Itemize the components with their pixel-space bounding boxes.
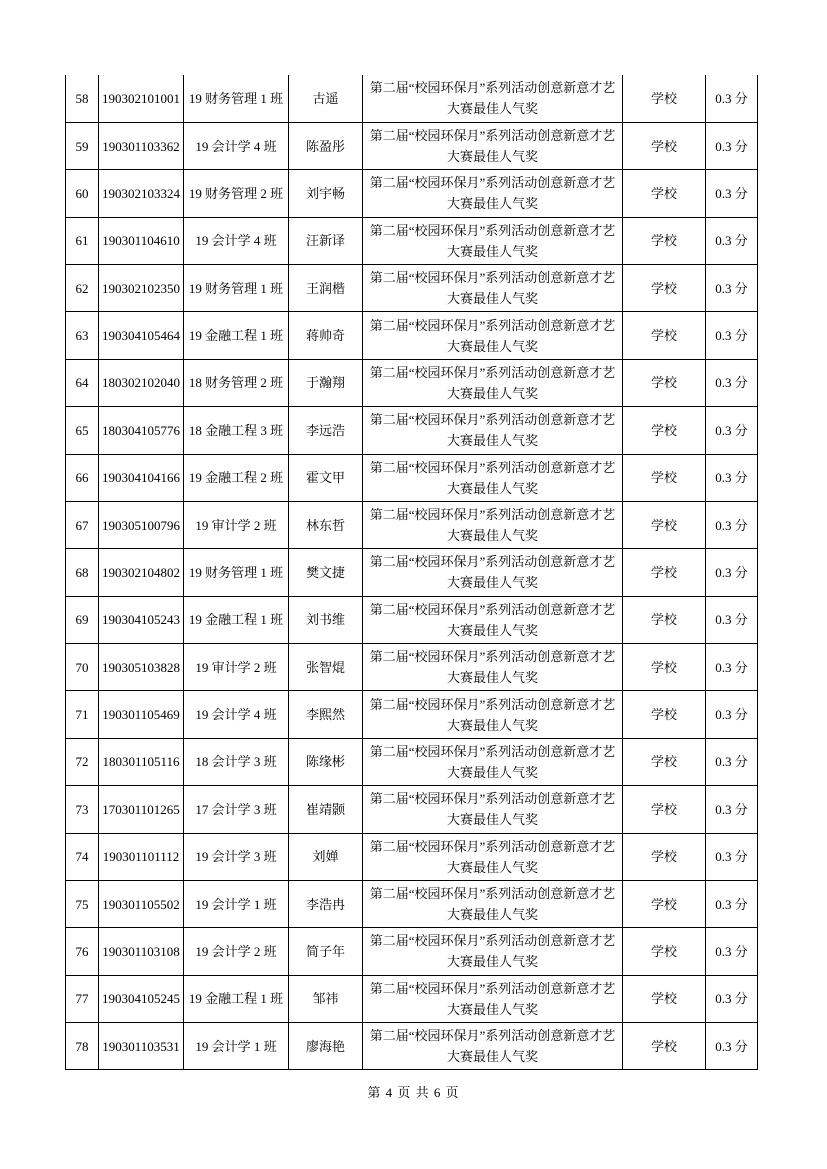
cell-award: 第二届“校园环保月”系列活动创意新意才艺大赛最佳人气奖 — [363, 122, 623, 169]
cell-class: 18 会计学 3 班 — [184, 738, 289, 785]
cell-level: 学校 — [623, 217, 706, 264]
cell-name: 李远浩 — [289, 407, 363, 454]
cell-award: 第二届“校园环保月”系列活动创意新意才艺大赛最佳人气奖 — [363, 312, 623, 359]
cell-student-id: 190302103324 — [99, 170, 184, 217]
cell-index: 65 — [66, 407, 99, 454]
cell-class: 19 财务管理 1 班 — [184, 549, 289, 596]
cell-index: 59 — [66, 122, 99, 169]
cell-name: 崔靖颢 — [289, 786, 363, 833]
cell-level: 学校 — [623, 691, 706, 738]
cell-award: 第二届“校园环保月”系列活动创意新意才艺大赛最佳人气奖 — [363, 454, 623, 501]
cell-name: 刘宇畅 — [289, 170, 363, 217]
cell-name: 于瀚翔 — [289, 359, 363, 406]
cell-class: 19 审计学 2 班 — [184, 644, 289, 691]
cell-award: 第二届“校园环保月”系列活动创意新意才艺大赛最佳人气奖 — [363, 501, 623, 548]
cell-student-id: 190301104610 — [99, 217, 184, 264]
cell-score: 0.3 分 — [706, 501, 758, 548]
cell-score: 0.3 分 — [706, 928, 758, 975]
cell-score: 0.3 分 — [706, 1023, 758, 1070]
cell-index: 67 — [66, 501, 99, 548]
cell-level: 学校 — [623, 738, 706, 785]
cell-index: 69 — [66, 596, 99, 643]
table-row — [66, 312, 758, 359]
cell-class: 17 会计学 3 班 — [184, 786, 289, 833]
cell-level: 学校 — [623, 880, 706, 927]
cell-level: 学校 — [623, 644, 706, 691]
cell-index: 68 — [66, 549, 99, 596]
cell-class: 19 会计学 1 班 — [184, 880, 289, 927]
cell-score: 0.3 分 — [706, 217, 758, 264]
cell-award: 第二届“校园环保月”系列活动创意新意才艺大赛最佳人气奖 — [363, 359, 623, 406]
cell-name: 古遥 — [289, 75, 363, 122]
cell-index: 74 — [66, 833, 99, 880]
cell-award: 第二届“校园环保月”系列活动创意新意才艺大赛最佳人气奖 — [363, 170, 623, 217]
cell-index: 75 — [66, 880, 99, 927]
cell-name: 张智焜 — [289, 644, 363, 691]
cell-student-id: 190304105245 — [99, 975, 184, 1022]
table-row — [66, 786, 758, 833]
cell-class: 19 财务管理 1 班 — [184, 265, 289, 312]
cell-name: 刘婵 — [289, 833, 363, 880]
awards-table-body — [66, 75, 758, 1070]
cell-score: 0.3 分 — [706, 170, 758, 217]
cell-level: 学校 — [623, 501, 706, 548]
cell-award: 第二届“校园环保月”系列活动创意新意才艺大赛最佳人气奖 — [363, 880, 623, 927]
table-row — [66, 975, 758, 1022]
cell-class: 19 会计学 3 班 — [184, 833, 289, 880]
cell-student-id: 190305103828 — [99, 644, 184, 691]
cell-level: 学校 — [623, 75, 706, 122]
cell-award: 第二届“校园环保月”系列活动创意新意才艺大赛最佳人气奖 — [363, 596, 623, 643]
cell-student-id: 190302104802 — [99, 549, 184, 596]
cell-name: 樊文捷 — [289, 549, 363, 596]
cell-student-id: 190301105502 — [99, 880, 184, 927]
cell-score: 0.3 分 — [706, 454, 758, 501]
cell-level: 学校 — [623, 549, 706, 596]
cell-award: 第二届“校园环保月”系列活动创意新意才艺大赛最佳人气奖 — [363, 1023, 623, 1070]
cell-award: 第二届“校园环保月”系列活动创意新意才艺大赛最佳人气奖 — [363, 549, 623, 596]
cell-award: 第二届“校园环保月”系列活动创意新意才艺大赛最佳人气奖 — [363, 738, 623, 785]
cell-class: 18 金融工程 3 班 — [184, 407, 289, 454]
cell-index: 71 — [66, 691, 99, 738]
table-row — [66, 549, 758, 596]
cell-index: 61 — [66, 217, 99, 264]
cell-score: 0.3 分 — [706, 644, 758, 691]
cell-name: 李熙然 — [289, 691, 363, 738]
cell-name: 廖海艳 — [289, 1023, 363, 1070]
cell-name: 陈盈彤 — [289, 122, 363, 169]
cell-award: 第二届“校园环保月”系列活动创意新意才艺大赛最佳人气奖 — [363, 975, 623, 1022]
cell-level: 学校 — [623, 786, 706, 833]
table-row — [66, 501, 758, 548]
table-row — [66, 122, 758, 169]
cell-score: 0.3 分 — [706, 880, 758, 927]
cell-level: 学校 — [623, 122, 706, 169]
cell-level: 学校 — [623, 170, 706, 217]
cell-level: 学校 — [623, 833, 706, 880]
cell-class: 19 金融工程 1 班 — [184, 596, 289, 643]
cell-class: 19 金融工程 1 班 — [184, 312, 289, 359]
table-row — [66, 217, 758, 264]
cell-name: 汪新译 — [289, 217, 363, 264]
cell-score: 0.3 分 — [706, 75, 758, 122]
cell-index: 73 — [66, 786, 99, 833]
table-row — [66, 359, 758, 406]
cell-class: 19 财务管理 1 班 — [184, 75, 289, 122]
cell-level: 学校 — [623, 928, 706, 975]
cell-index: 62 — [66, 265, 99, 312]
cell-index: 72 — [66, 738, 99, 785]
cell-index: 66 — [66, 454, 99, 501]
cell-class: 19 会计学 2 班 — [184, 928, 289, 975]
cell-level: 学校 — [623, 596, 706, 643]
cell-score: 0.3 分 — [706, 407, 758, 454]
cell-score: 0.3 分 — [706, 738, 758, 785]
cell-score: 0.3 分 — [706, 312, 758, 359]
cell-award: 第二届“校园环保月”系列活动创意新意才艺大赛最佳人气奖 — [363, 217, 623, 264]
cell-student-id: 190305100796 — [99, 501, 184, 548]
cell-level: 学校 — [623, 265, 706, 312]
cell-level: 学校 — [623, 312, 706, 359]
cell-class: 19 金融工程 2 班 — [184, 454, 289, 501]
cell-student-id: 180304105776 — [99, 407, 184, 454]
cell-score: 0.3 分 — [706, 833, 758, 880]
cell-score: 0.3 分 — [706, 265, 758, 312]
table-row — [66, 407, 758, 454]
cell-name: 霍文甲 — [289, 454, 363, 501]
cell-student-id: 190304105464 — [99, 312, 184, 359]
cell-class: 19 会计学 4 班 — [184, 217, 289, 264]
cell-level: 学校 — [623, 359, 706, 406]
cell-index: 58 — [66, 75, 99, 122]
cell-award: 第二届“校园环保月”系列活动创意新意才艺大赛最佳人气奖 — [363, 928, 623, 975]
cell-name: 陈缘彬 — [289, 738, 363, 785]
cell-score: 0.3 分 — [706, 122, 758, 169]
cell-name: 林东哲 — [289, 501, 363, 548]
cell-index: 77 — [66, 975, 99, 1022]
cell-score: 0.3 分 — [706, 549, 758, 596]
cell-class: 19 财务管理 2 班 — [184, 170, 289, 217]
table-row — [66, 454, 758, 501]
cell-student-id: 190301103362 — [99, 122, 184, 169]
cell-name: 邹祎 — [289, 975, 363, 1022]
cell-index: 78 — [66, 1023, 99, 1070]
table-row — [66, 644, 758, 691]
cell-level: 学校 — [623, 454, 706, 501]
page-number-footer: 第 4 页 共 6 页 — [367, 1085, 460, 1100]
cell-index: 70 — [66, 644, 99, 691]
table-row — [66, 1023, 758, 1070]
cell-name: 蒋帅奇 — [289, 312, 363, 359]
awards-table — [65, 75, 758, 1070]
cell-student-id: 170301101265 — [99, 786, 184, 833]
cell-score: 0.3 分 — [706, 691, 758, 738]
cell-level: 学校 — [623, 407, 706, 454]
cell-award: 第二届“校园环保月”系列活动创意新意才艺大赛最佳人气奖 — [363, 833, 623, 880]
table-row — [66, 691, 758, 738]
cell-student-id: 180302102040 — [99, 359, 184, 406]
cell-name: 李浩冉 — [289, 880, 363, 927]
cell-score: 0.3 分 — [706, 359, 758, 406]
table-row — [66, 738, 758, 785]
cell-score: 0.3 分 — [706, 596, 758, 643]
cell-student-id: 190302101001 — [99, 75, 184, 122]
table-row — [66, 928, 758, 975]
cell-student-id: 190301101112 — [99, 833, 184, 880]
table-row — [66, 833, 758, 880]
cell-student-id: 190302102350 — [99, 265, 184, 312]
cell-name: 刘书维 — [289, 596, 363, 643]
cell-award: 第二届“校园环保月”系列活动创意新意才艺大赛最佳人气奖 — [363, 786, 623, 833]
cell-class: 19 金融工程 1 班 — [184, 975, 289, 1022]
table-row — [66, 596, 758, 643]
cell-index: 60 — [66, 170, 99, 217]
cell-name: 简子年 — [289, 928, 363, 975]
cell-index: 63 — [66, 312, 99, 359]
cell-level: 学校 — [623, 1023, 706, 1070]
cell-student-id: 180301105116 — [99, 738, 184, 785]
cell-award: 第二届“校园环保月”系列活动创意新意才艺大赛最佳人气奖 — [363, 75, 623, 122]
cell-award: 第二届“校园环保月”系列活动创意新意才艺大赛最佳人气奖 — [363, 691, 623, 738]
cell-award: 第二届“校园环保月”系列活动创意新意才艺大赛最佳人气奖 — [363, 407, 623, 454]
cell-index: 76 — [66, 928, 99, 975]
cell-level: 学校 — [623, 975, 706, 1022]
cell-student-id: 190304104166 — [99, 454, 184, 501]
cell-score: 0.3 分 — [706, 975, 758, 1022]
cell-class: 19 会计学 1 班 — [184, 1023, 289, 1070]
cell-score: 0.3 分 — [706, 786, 758, 833]
cell-name: 王润楷 — [289, 265, 363, 312]
cell-class: 19 会计学 4 班 — [184, 122, 289, 169]
table-row — [66, 75, 758, 122]
cell-student-id: 190304105243 — [99, 596, 184, 643]
cell-student-id: 190301105469 — [99, 691, 184, 738]
cell-class: 18 财务管理 2 班 — [184, 359, 289, 406]
cell-class: 19 会计学 4 班 — [184, 691, 289, 738]
cell-student-id: 190301103108 — [99, 928, 184, 975]
cell-class: 19 审计学 2 班 — [184, 501, 289, 548]
table-row — [66, 880, 758, 927]
cell-student-id: 190301103531 — [99, 1023, 184, 1070]
table-row — [66, 265, 758, 312]
table-row — [66, 170, 758, 217]
cell-index: 64 — [66, 359, 99, 406]
cell-award: 第二届“校园环保月”系列活动创意新意才艺大赛最佳人气奖 — [363, 265, 623, 312]
cell-award: 第二届“校园环保月”系列活动创意新意才艺大赛最佳人气奖 — [363, 644, 623, 691]
